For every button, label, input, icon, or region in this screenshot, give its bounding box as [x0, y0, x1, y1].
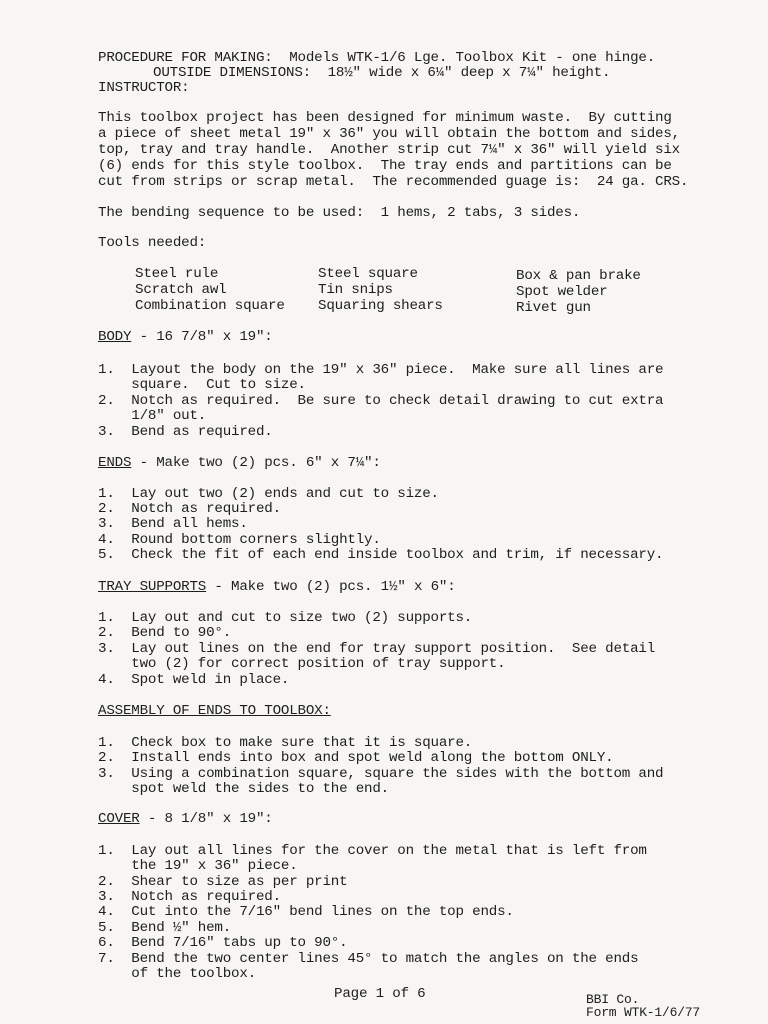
step-line: 2. Bend to 90°.	[98, 625, 232, 641]
step-line: 3. Notch as required.	[98, 889, 281, 905]
step-line: 3. Using a combination square, square the sides with the bottom and	[98, 766, 664, 782]
tool-item: Squaring shears	[318, 298, 443, 314]
step-line: 2. Shear to size as per print	[98, 874, 348, 890]
tool-item: Tin snips	[318, 282, 393, 298]
cover-title: COVER	[98, 811, 140, 827]
tray-supports-title: TRAY SUPPORTS	[98, 579, 207, 595]
step-line: 4. Spot weld in place.	[98, 672, 290, 688]
intro-line: (6) ends for this style toolbox. The tray ends and partitions can be	[98, 158, 672, 174]
tool-item: Spot welder	[516, 284, 608, 300]
body-heading	[98, 329, 273, 345]
step-line: two (2) for correct position of tray support.	[98, 656, 506, 672]
intro-line: cut from strips or scrap metal. The recommended guage is: 24 ga. CRS.	[98, 174, 689, 190]
tool-item: Steel square	[318, 266, 418, 282]
ends-heading	[98, 455, 381, 471]
bending-sequence: The bending sequence to be used: 1 hems, 2 tabs, 3 sides.	[98, 205, 581, 221]
step-line: 1/8" out.	[98, 408, 207, 424]
form-number: Form WTK-1/6/77	[586, 1005, 701, 1020]
step-line: 1. Lay out two (2) ends and cut to size.	[98, 486, 439, 502]
step-line: 5. Check the fit of each end inside toolbox and trim, if necessary.	[98, 547, 664, 563]
cover-dims: - 8 1/8" x 19":	[139, 811, 273, 827]
step-line: 2. Notch as required.	[98, 501, 281, 517]
ends-dims: - Make two (2) pcs. 6" x 7¼":	[131, 455, 381, 471]
step-line: 1. Layout the body on the 19" x 36" piece. Make sure all lines are	[98, 362, 664, 378]
step-line: 2. Install ends into box and spot weld along the bottom ONLY.	[98, 750, 614, 766]
ends-title: ENDS	[98, 455, 132, 471]
body-dims: - 16 7/8" x 19":	[131, 329, 273, 345]
step-line: 1. Lay out all lines for the cover on the metal that is left from	[98, 843, 647, 859]
step-line: the 19" x 36" piece.	[98, 858, 298, 874]
page-number: Page 1 of 6	[334, 986, 426, 1002]
step-line: 7. Bend the two center lines 45° to match the angles on the ends	[98, 951, 639, 967]
step-line: spot weld the sides to the end.	[98, 781, 389, 797]
step-line: 5. Bend ½" hem.	[98, 920, 232, 936]
step-line: 4. Cut into the 7/16" bend lines on the top ends.	[98, 904, 514, 920]
intro-line: a piece of sheet metal 19" x 36" you will obtain the bottom and sides,	[98, 126, 680, 142]
step-line: 2. Notch as required. Be sure to check detail drawing to cut extra	[98, 393, 664, 409]
tools-heading: Tools needed:	[98, 235, 207, 251]
tool-item: Scratch awl	[135, 282, 227, 298]
step-line: square. Cut to size.	[98, 377, 306, 393]
step-line: 6. Bend 7/16" tabs up to 90°.	[98, 935, 348, 951]
tool-item: Steel rule	[135, 266, 219, 282]
tray-supports-heading	[98, 579, 456, 595]
step-line: 3. Bend as required.	[98, 424, 273, 440]
company-name: BBI Co.	[586, 992, 640, 1007]
step-line: 4. Round bottom corners slightly.	[98, 532, 381, 548]
step-line: of the toolbox.	[98, 966, 256, 982]
intro-line: This toolbox project has been designed for minimum waste. By cutting	[98, 110, 672, 126]
tray-supports-dims: - Make two (2) pcs. 1½" x 6":	[206, 579, 456, 595]
instructor-label: INSTRUCTOR:	[98, 80, 190, 96]
tool-item: Box & pan brake	[516, 268, 641, 284]
assembly-heading: ASSEMBLY OF ENDS TO TOOLBOX:	[98, 703, 331, 719]
step-line: 3. Lay out lines on the end for tray support position. See detail	[98, 641, 656, 657]
step-line: 3. Bend all hems.	[98, 516, 248, 532]
tool-item: Combination square	[135, 298, 285, 314]
procedure-title: PROCEDURE FOR MAKING: Models WTK-1/6 Lge. Toolbox Kit - one hinge.	[98, 50, 656, 66]
tool-item: Rivet gun	[516, 300, 591, 316]
body-title: BODY	[98, 329, 132, 345]
outside-dimensions: OUTSIDE DIMENSIONS: 18½" wide x 6¼" deep x 7¼" height.	[153, 65, 611, 81]
step-line: 1. Check box to make sure that it is square.	[98, 735, 473, 751]
intro-line: top, tray and tray handle. Another strip cut 7¼" x 36" will yield six	[98, 142, 680, 158]
step-line: 1. Lay out and cut to size two (2) supports.	[98, 610, 473, 626]
cover-heading	[98, 811, 273, 827]
